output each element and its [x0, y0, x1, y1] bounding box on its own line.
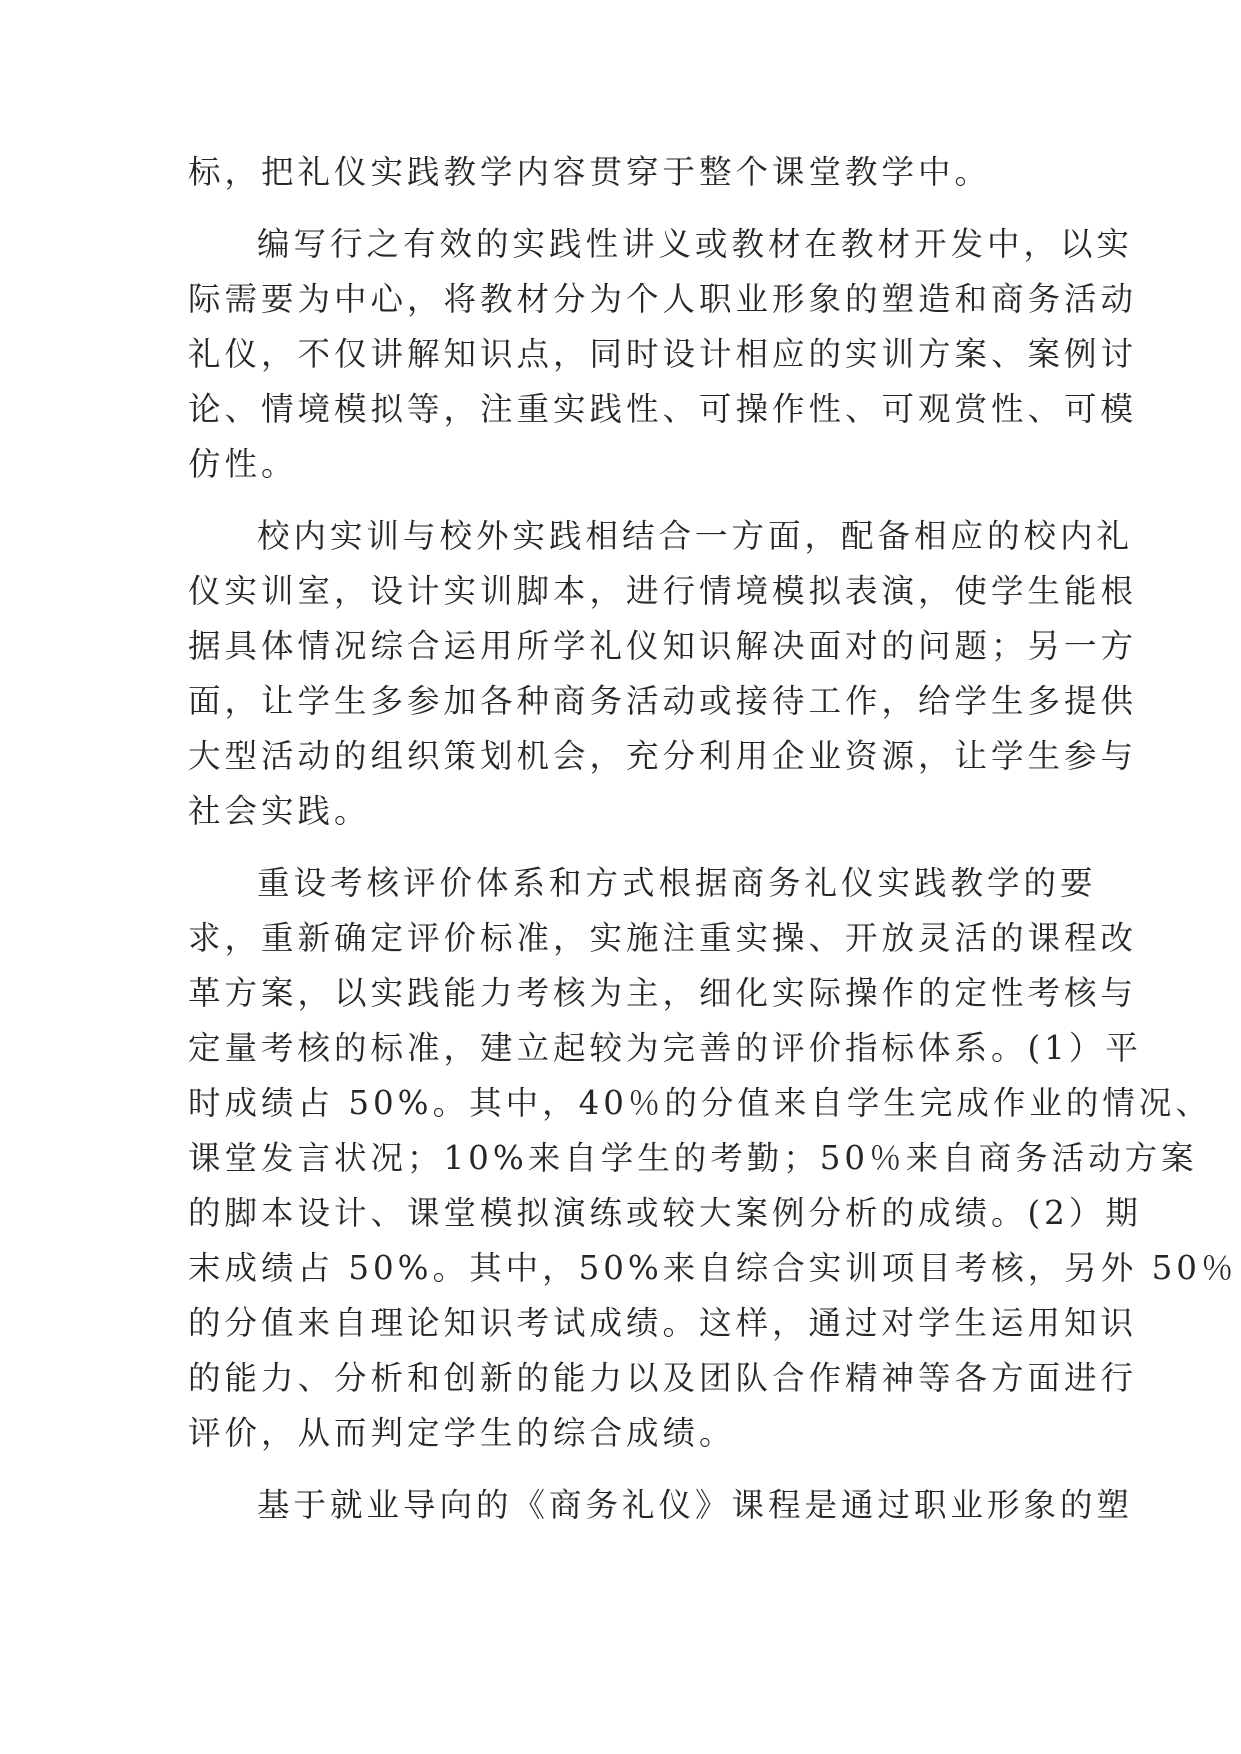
text-line: 大型活动的组织策划机会，充分利用企业资源，让学生参与 [188, 737, 1138, 775]
text-line: 仪实训室，设计实训脚本，进行情境模拟表演，使学生能根 [188, 572, 1138, 610]
text-line: 论、情境模拟等，注重实践性、可操作性、可观赏性、可模 [188, 390, 1138, 428]
text-line: 评价，从而判定学生的综合成绩。 [188, 1414, 736, 1452]
text-line: 际需要为中心，将教材分为个人职业形象的塑造和商务活动 [188, 280, 1138, 318]
text-line: 的能力、分析和创新的能力以及团队合作精神等各方面进行 [188, 1359, 1138, 1397]
text-line: 标，把礼仪实践教学内容贯穿于整个课堂教学中。 [188, 153, 992, 191]
paragraph-5 [188, 1478, 1134, 1533]
text-line: 编写行之有效的实践性讲义或教材在教材开发中，以实 [257, 225, 1134, 263]
document-body [188, 145, 1238, 1533]
text-line: 基于就业导向的《商务礼仪》课程是通过职业形象的塑 [257, 1486, 1134, 1524]
paragraph-2 [188, 217, 1138, 492]
text-line: 仿性。 [188, 445, 298, 483]
text-line: 礼仪，不仅讲解知识点，同时设计相应的实训方案、案例讨 [188, 335, 1138, 373]
text-line: 时成绩占 50%。其中，40％的分值来自学生完成作业的情况、 [188, 1084, 1212, 1122]
text-line: 求，重新确定评价标准，实施注重实操、开放灵活的课程改 [188, 919, 1138, 957]
text-line: 的脚本设计、课堂模拟演练或较大案例分析的成绩。(2）期 [188, 1194, 1142, 1232]
text-line: 校内实训与校外实践相结合一方面，配备相应的校内礼 [257, 517, 1134, 555]
paragraph-3 [188, 509, 1138, 839]
text-line: 面，让学生多参加各种商务活动或接待工作，给学生多提供 [188, 682, 1138, 720]
paragraph-4 [188, 856, 1238, 1461]
text-line: 末成绩占 50%。其中，50%来自综合实训项目考核，另外 50％ [188, 1249, 1238, 1287]
text-line: 定量考核的标准，建立起较为完善的评价指标体系。(1）平 [188, 1029, 1142, 1067]
text-line: 据具体情况综合运用所学礼仪知识解决面对的问题；另一方 [188, 627, 1138, 665]
text-line: 重设考核评价体系和方式根据商务礼仪实践教学的要 [257, 864, 1097, 902]
text-line: 课堂发言状况；10%来自学生的考勤；50％来自商务活动方案 [188, 1139, 1198, 1177]
text-line: 的分值来自理论知识考试成绩。这样，通过对学生运用知识 [188, 1304, 1138, 1342]
text-line: 社会实践。 [188, 792, 371, 830]
paragraph-1-end [188, 145, 1088, 200]
text-line: 革方案，以实践能力考核为主，细化实际操作的定性考核与 [188, 974, 1138, 1012]
